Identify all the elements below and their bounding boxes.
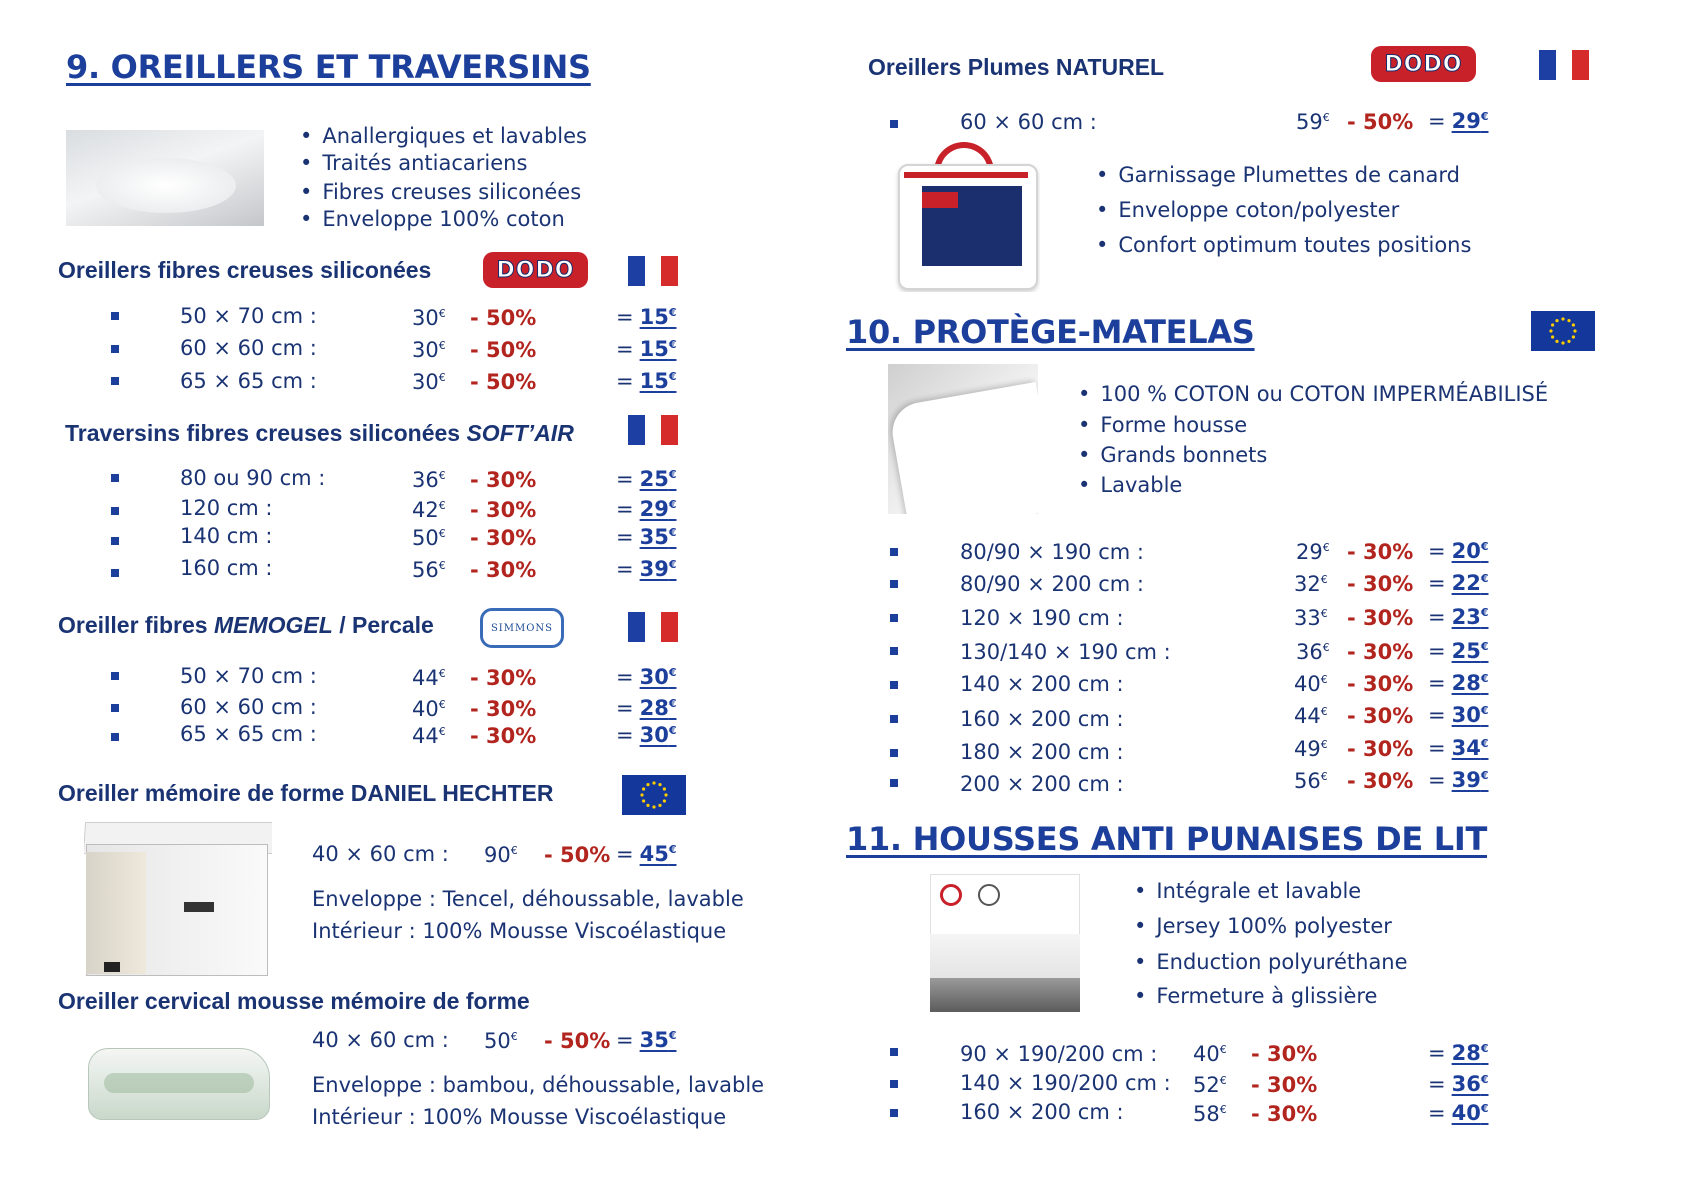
feature-item: • Jersey 100% polyester [1134,914,1408,950]
feather-pillow-bag-photo [894,142,1040,292]
bullet-square [111,507,119,515]
discount: - 30% [470,666,537,690]
eu-flag-icon [622,775,686,815]
size-label: 120 cm : [180,496,273,520]
hechter-envelope-text: Enveloppe : Tencel, déhoussable, lavable [312,887,744,911]
old-price: 50€ [484,1029,518,1053]
old-price: 30€ [412,306,446,330]
old-price: 42€ [412,498,446,522]
old-price: 49€ [1294,737,1328,761]
size-label: 60 × 60 cm : [180,695,317,719]
new-price: = 15€ [616,337,677,361]
bullet-square [111,345,119,353]
size-label: 140 × 200 cm : [960,672,1124,696]
size-label: 120 × 190 cm : [960,606,1124,630]
bullet-square [890,120,898,128]
plumes-features [1096,163,1471,268]
simmons-logo: SIMMONS [480,608,564,648]
new-price: = 36€ [1428,1072,1489,1096]
old-price: 90€ [484,843,518,867]
size-label: 80/90 × 190 cm : [960,540,1144,564]
bullet-square [111,377,119,385]
new-price: = 22€ [1428,571,1489,595]
bullet-square [111,569,119,577]
old-price: 59€ [1296,110,1330,134]
feature-item: • Fibres creuses siliconées [300,180,587,207]
eu-flag-icon [1531,311,1595,351]
discount: - 30% [1251,1042,1318,1066]
bullet-square [890,614,898,622]
discount: - 30% [470,558,537,582]
new-price: = 39€ [616,557,677,581]
memogel-title: Oreiller fibres MEMOGEL / Percale [58,612,434,638]
section-9-title: 9. OREILLERS ET TRAVERSINS [66,48,591,86]
discount: - 30% [1347,737,1414,761]
new-price: = 34€ [1428,736,1489,760]
size-label: 80 ou 90 cm : [180,466,326,490]
old-price: 32€ [1294,572,1328,596]
discount: - 30% [470,526,537,550]
new-price: = 35€ [616,1028,677,1052]
size-label: 130/140 × 190 cm : [960,640,1171,664]
bullet-square [890,681,898,689]
feature-item: • Forme housse [1078,413,1548,443]
size-label: 180 × 200 cm : [960,740,1124,764]
bullet-square [111,733,119,741]
discount: - 30% [470,468,537,492]
bullet-square [890,715,898,723]
cervical-interior-text: Intérieur : 100% Mousse Viscoélastique [312,1105,727,1129]
old-price: 40€ [412,697,446,721]
discount: - 30% [1251,1102,1318,1126]
discount: - 30% [1251,1073,1318,1097]
size-label: 60 × 60 cm : [180,336,317,360]
new-price: = 45€ [616,842,677,866]
pillow-photo [66,130,264,226]
plumes-title: Oreillers Plumes NATUREL [868,54,1165,80]
new-price: = 39€ [1428,768,1489,792]
size-label: 160 × 200 cm : [960,1100,1124,1124]
france-flag-icon [628,612,678,642]
bedbug-cover-photo [930,874,1080,1012]
feature-item: • Confort optimum toutes positions [1096,233,1471,268]
discount: - 30% [1347,572,1414,596]
size-label: 50 × 70 cm : [180,304,317,328]
discount: - 30% [1347,672,1414,696]
new-price: = 40€ [1428,1101,1489,1125]
discount: - 50% [544,843,611,867]
traversins-title: Traversins fibres creuses siliconées SOFT’AIR [65,420,574,446]
old-price: 56€ [412,558,446,582]
size-label: 140 × 190/200 cm : [960,1071,1171,1095]
bullet-square [890,548,898,556]
size-label: 40 × 60 cm : [312,842,449,866]
size-label: 160 × 200 cm : [960,707,1124,731]
size-label: 160 cm : [180,556,273,580]
size-label: 50 × 70 cm : [180,664,317,688]
france-flag-icon [1539,50,1589,80]
feature-item: • Enveloppe coton/polyester [1096,198,1471,233]
size-label: 65 × 65 cm : [180,369,317,393]
bullet-square [890,1048,898,1056]
feature-item: • Grands bonnets [1078,443,1548,473]
new-price: = 29€ [616,497,677,521]
feature-item: • Traités antiacariens [300,151,587,180]
new-price: = 30€ [1428,703,1489,727]
bullet-square [890,779,898,787]
discount: - 30% [1347,640,1414,664]
size-label: 140 cm : [180,524,273,548]
old-price: 33€ [1294,606,1328,630]
cervical-envelope-text: Enveloppe : bambou, déhoussable, lavable [312,1073,765,1097]
old-price: 30€ [412,338,446,362]
bullet-square [111,474,119,482]
old-price: 50€ [412,526,446,550]
discount: - 50% [470,306,537,330]
feature-item: • Fermeture à glissière [1134,984,1408,1018]
old-price: 56€ [1294,769,1328,793]
bullet-square [111,537,119,545]
discount: - 50% [470,338,537,362]
discount: - 50% [470,370,537,394]
bullet-square [890,580,898,588]
feature-item: • Lavable [1078,473,1548,503]
france-flag-icon [628,415,678,445]
old-price: 36€ [412,468,446,492]
cervical-pillow-photo [84,1038,274,1128]
size-label: 60 × 60 cm : [960,110,1097,134]
old-price: 29€ [1296,540,1330,564]
old-price: 40€ [1193,1042,1227,1066]
feature-item: • Anallergiques et lavables [300,124,587,151]
cervical-title: Oreiller cervical mousse mémoire de forme [58,988,530,1014]
new-price: = 35€ [616,525,677,549]
fibres-title: Oreillers fibres creuses siliconées [58,257,432,283]
discount: - 30% [470,724,537,748]
discount: - 30% [1347,540,1414,564]
feature-item: • Enduction polyuréthane [1134,950,1408,984]
old-price: 58€ [1193,1102,1227,1126]
new-price: = 30€ [616,723,677,747]
hechter-interior-text: Intérieur : 100% Mousse Viscoélastique [312,919,727,943]
section-11-features [1134,879,1408,1018]
discount: - 50% [1347,110,1414,134]
old-price: 30€ [412,370,446,394]
mattress-protector-photo [888,364,1038,514]
dodo-logo: DODO [1371,46,1476,82]
new-price: = 20€ [1428,539,1489,563]
section-10-features [1078,382,1548,503]
bullet-square [890,1080,898,1088]
size-label: 200 × 200 cm : [960,772,1124,796]
old-price: 44€ [412,666,446,690]
new-price: = 30€ [616,665,677,689]
new-price: = 15€ [616,369,677,393]
discount: - 30% [470,697,537,721]
new-price: = 29€ [1428,109,1489,133]
feature-item: • Enveloppe 100% coton [300,207,587,234]
feature-item: • Garnissage Plumettes de canard [1096,163,1471,198]
hechter-title: Oreiller mémoire de forme DANIEL HECHTER [58,780,554,806]
discount: - 30% [1347,769,1414,793]
bullet-square [890,749,898,757]
bullet-square [111,704,119,712]
bullet-square [111,672,119,680]
new-price: = 28€ [616,696,677,720]
france-flag-icon [628,256,678,286]
discount: - 30% [470,498,537,522]
discount: - 50% [544,1029,611,1053]
new-price: = 23€ [1428,605,1489,629]
new-price: = 28€ [1428,1041,1489,1065]
old-price: 44€ [412,724,446,748]
bullet-square [890,647,898,655]
section-11-title: 11. HOUSSES ANTI PUNAISES DE LIT [846,820,1487,858]
new-price: = 25€ [1428,639,1489,663]
new-price: = 28€ [1428,671,1489,695]
new-price: = 25€ [616,467,677,491]
size-label: 65 × 65 cm : [180,722,317,746]
dodo-logo: DODO [483,252,588,288]
size-label: 80/90 × 200 cm : [960,572,1144,596]
hechter-pillow-box-photo [84,822,272,977]
feature-item: • Intégrale et lavable [1134,879,1408,914]
size-label: 90 × 190/200 cm : [960,1042,1158,1066]
discount: - 30% [1347,704,1414,728]
section-9-features [300,124,587,234]
size-label: 40 × 60 cm : [312,1028,449,1052]
old-price: 40€ [1294,672,1328,696]
old-price: 52€ [1193,1073,1227,1097]
feature-item: • 100 % COTON ou COTON IMPERMÉABILISÉ [1078,382,1548,413]
bullet-square [111,312,119,320]
new-price: = 15€ [616,305,677,329]
old-price: 36€ [1296,640,1330,664]
section-10-title: 10. PROTÈGE-MATELAS [846,313,1255,351]
discount: - 30% [1347,606,1414,630]
old-price: 44€ [1294,704,1328,728]
bullet-square [890,1109,898,1117]
